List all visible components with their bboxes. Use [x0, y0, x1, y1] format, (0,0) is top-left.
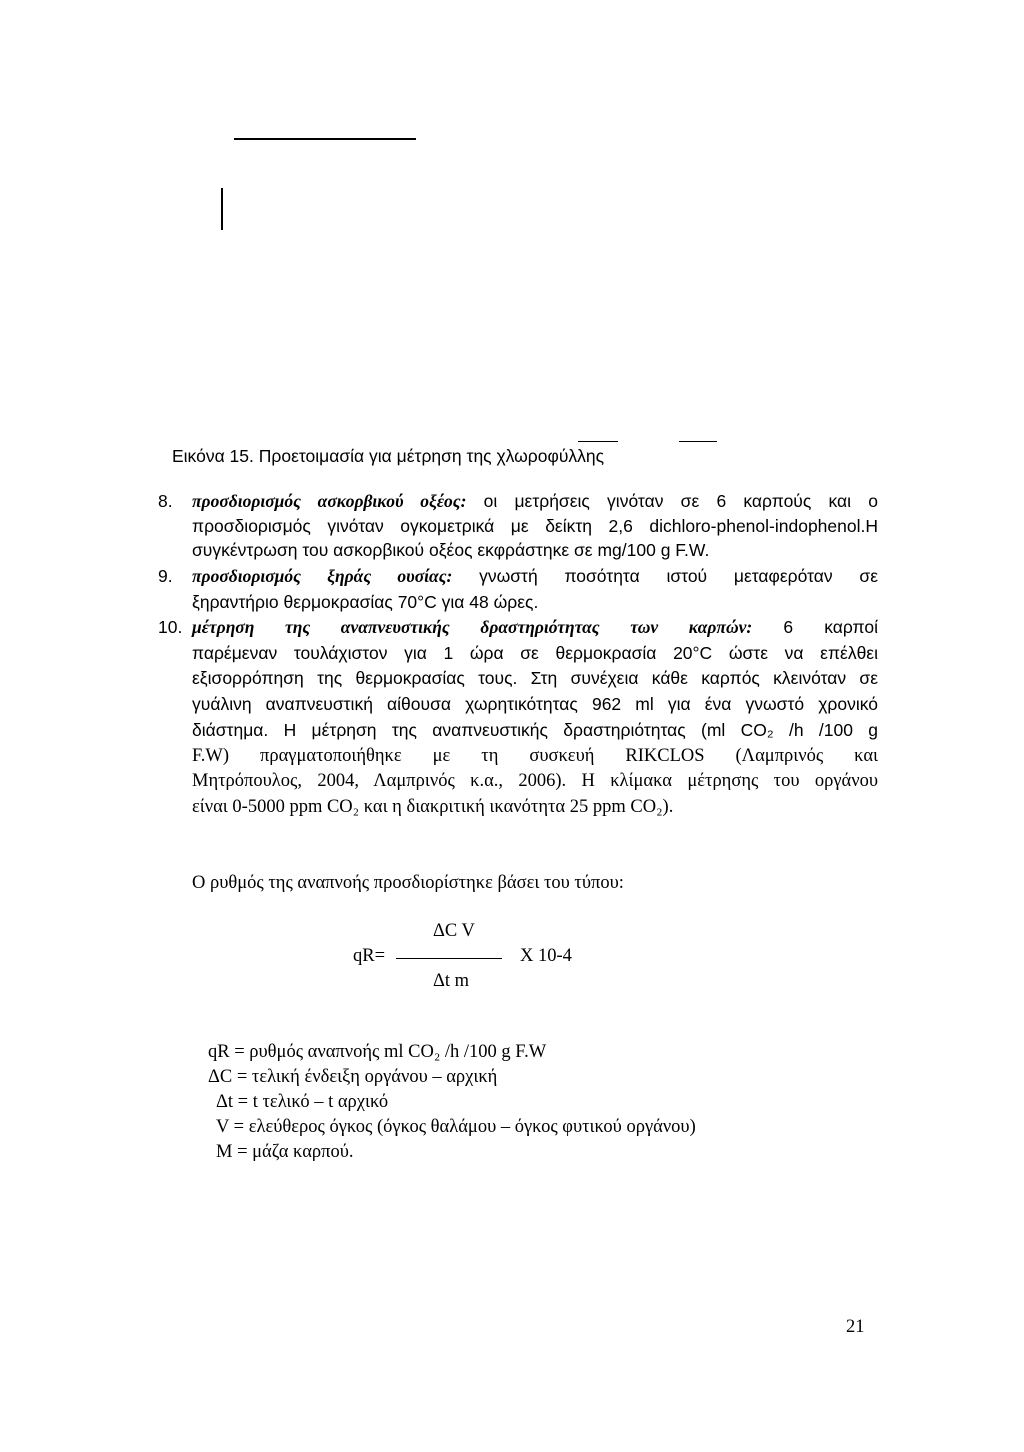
vertical-rule — [221, 188, 223, 230]
item-line: γυάλινη αναπνευστική αίθουσα χωρητικότητας 962 ml για ένα γνωστό χρονικό — [192, 694, 878, 715]
caption-rule-right — [679, 441, 717, 442]
definition-v: V = ελεύθερος όγκος (όγκος θαλάμου – όγκος φυτικού οργάνου) — [216, 1117, 696, 1137]
item-body — [192, 615, 878, 821]
item-text: οι μετρήσεις γινόταν σε 6 καρπούς και ο — [466, 491, 878, 511]
item-line: Μητρόπουλος, 2004, Λαμπρινός κ.α., 2006). Η κλίμακα μέτρησης του οργάνου — [192, 771, 878, 792]
definition-m: M = μάζα καρπού. — [216, 1142, 354, 1162]
item-text: 6 καρποί — [752, 617, 879, 637]
formula-numerator: ΔC V — [433, 921, 475, 941]
item-line: συγκέντρωση του ασκορβικού οξέος εκφράστηκε σε mg/100 g F.W. — [192, 540, 710, 561]
item-body — [192, 489, 878, 563]
caption-rule-left — [578, 441, 618, 442]
item-10 — [158, 615, 878, 821]
item-8 — [158, 489, 878, 563]
definition-dt: Δt = t τελικό – t αρχικό — [216, 1092, 389, 1112]
figure-caption: Εικόνα 15. Προετοιμασία για μέτρηση της χλωροφύλλης — [172, 446, 605, 466]
definitions-list — [208, 1040, 696, 1165]
definition-dc: ΔC = τελική ένδειξη οργάνου – αρχική — [208, 1067, 498, 1087]
item-line: είναι 0-5000 ppm CO₂ και η διακριτική ικανότητα 25 ppm CO₂). — [192, 796, 674, 817]
item-number: 8. — [158, 491, 173, 511]
item-line: ξηραντήριο θερμοκρασίας 70°C για 48 ώρες. — [192, 592, 539, 612]
formula-lhs: qR= — [353, 946, 386, 966]
item-title: προσδιορισμός ασκορβικού οξέος: — [192, 491, 467, 511]
item-line: διάστημα. Η μέτρηση της αναπνευστικής δραστηριότητας (ml CO₂ /h /100 g — [192, 719, 878, 740]
item-line — [192, 489, 878, 514]
item-9 — [158, 563, 878, 615]
item-title: μέτρηση της αναπνευστικής δραστηριότητας των καρπών: — [192, 617, 753, 637]
item-line — [192, 563, 878, 589]
item-number: 9. — [158, 566, 173, 586]
formula-denominator: Δt m — [433, 971, 470, 991]
fraction-bar — [396, 958, 502, 959]
top-rule — [234, 138, 416, 140]
item-line — [192, 615, 878, 641]
formula-intro: Ο ρυθμός της αναπνοής προσδιορίστηκε βάσει του τύπου: — [192, 873, 624, 893]
item-line: προσδιορισμός γινόταν ογκομετρικά με δείκτη 2,6 dichloro-phenol-indophenol.Η — [192, 515, 878, 536]
item-title: προσδιορισμός ξηράς ουσίας: — [192, 566, 453, 586]
item-text: γνωστή ποσότητα ιστού μεταφερόταν σε — [452, 566, 879, 586]
item-body — [192, 563, 878, 615]
formula-factor: X 10-4 — [520, 946, 572, 966]
page-number: 21 — [846, 1317, 865, 1337]
item-line: εξισορρόπηση της θερμοκρασίας τους. Στη συνέχεια κάθε καρπός κλεινόταν σε — [192, 668, 878, 689]
definition-qr: qR = ρυθμός αναπνοής ml CO₂ /h /100 g F.W — [208, 1042, 547, 1062]
item-line: F.W) πραγματοποιήθηκε με τη συσκευή RIKCLOS (Λαμπρινός και — [192, 745, 878, 766]
item-number: 10. — [158, 617, 183, 637]
item-line: παρέμεναν τουλάχιστον για 1 ώρα σε θερμοκρασία 20°C ώστε να επέλθει — [192, 642, 878, 663]
